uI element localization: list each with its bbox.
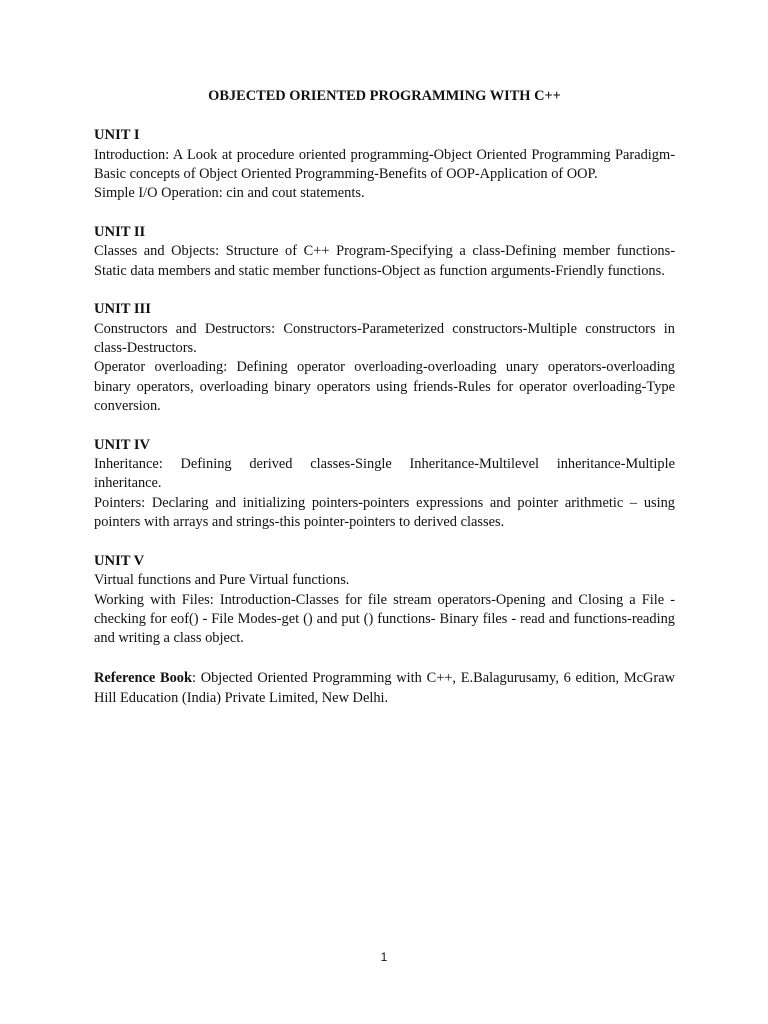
unit-paragraph: Simple I/O Operation: cin and cout statements.	[94, 185, 365, 202]
unit-paragraph: Introduction: A Look at procedure oriented programming-Object Oriented Programming Paradigm-Basic concepts of Object Oriented Programming-Benefits of OOP-Application of OOP.	[94, 146, 675, 182]
unit-section	[94, 300, 675, 417]
reference-text: : Objected Oriented Programming with C++, E.Balagurusamy, 6 edition, McGraw Hill Education (India) Private Limited, New Delhi.	[94, 669, 675, 707]
unit-section	[94, 436, 675, 533]
reference-book	[94, 668, 675, 709]
unit-heading: UNIT IV	[94, 436, 151, 453]
unit-paragraph: Operator overloading: Defining operator overloading-overloading unary operators-overloading binary operators, overloading binary operators using friends-Rules for operator overloading-Type conversion.	[94, 359, 675, 415]
unit-section	[94, 126, 675, 204]
unit-heading: UNIT III	[94, 301, 151, 318]
unit-paragraph: Inheritance: Defining derived classes-Single Inheritance-Multilevel inheritance-Multiple inheritance.	[94, 456, 675, 492]
unit-paragraph: Classes and Objects: Structure of C++ Program-Specifying a class-Defining member functions-Static data members and static member functions-Object as function arguments-Friendly functions.	[94, 243, 675, 279]
unit-paragraph: Virtual functions and Pure Virtual functions.	[94, 572, 350, 589]
unit-paragraph: Constructors and Destructors: Constructors-Parameterized constructors-Multiple constructors in class-Destructors.	[94, 320, 675, 356]
unit-section	[94, 552, 675, 649]
document-page	[94, 86, 675, 709]
page-number: 1	[380, 950, 388, 964]
unit-section	[94, 223, 675, 281]
unit-heading: UNIT I	[94, 127, 140, 143]
reference-label: Reference Book	[94, 669, 192, 686]
unit-heading: UNIT II	[94, 223, 146, 240]
unit-paragraph: Working with Files: Introduction-Classes for file stream operators-Opening and Closing a File - checking for eof() - File Modes-get () and put () functions- Binary files - read and functions-reading and writing a class object.	[94, 591, 675, 647]
document-title: OBJECTED ORIENTED PROGRAMMING WITH C++	[208, 88, 561, 104]
unit-heading: UNIT V	[94, 552, 145, 569]
unit-paragraph: Pointers: Declaring and initializing pointers-pointers expressions and pointer arithmetic – using pointers with arrays and strings-this pointer-pointers to derived classes.	[94, 494, 675, 531]
